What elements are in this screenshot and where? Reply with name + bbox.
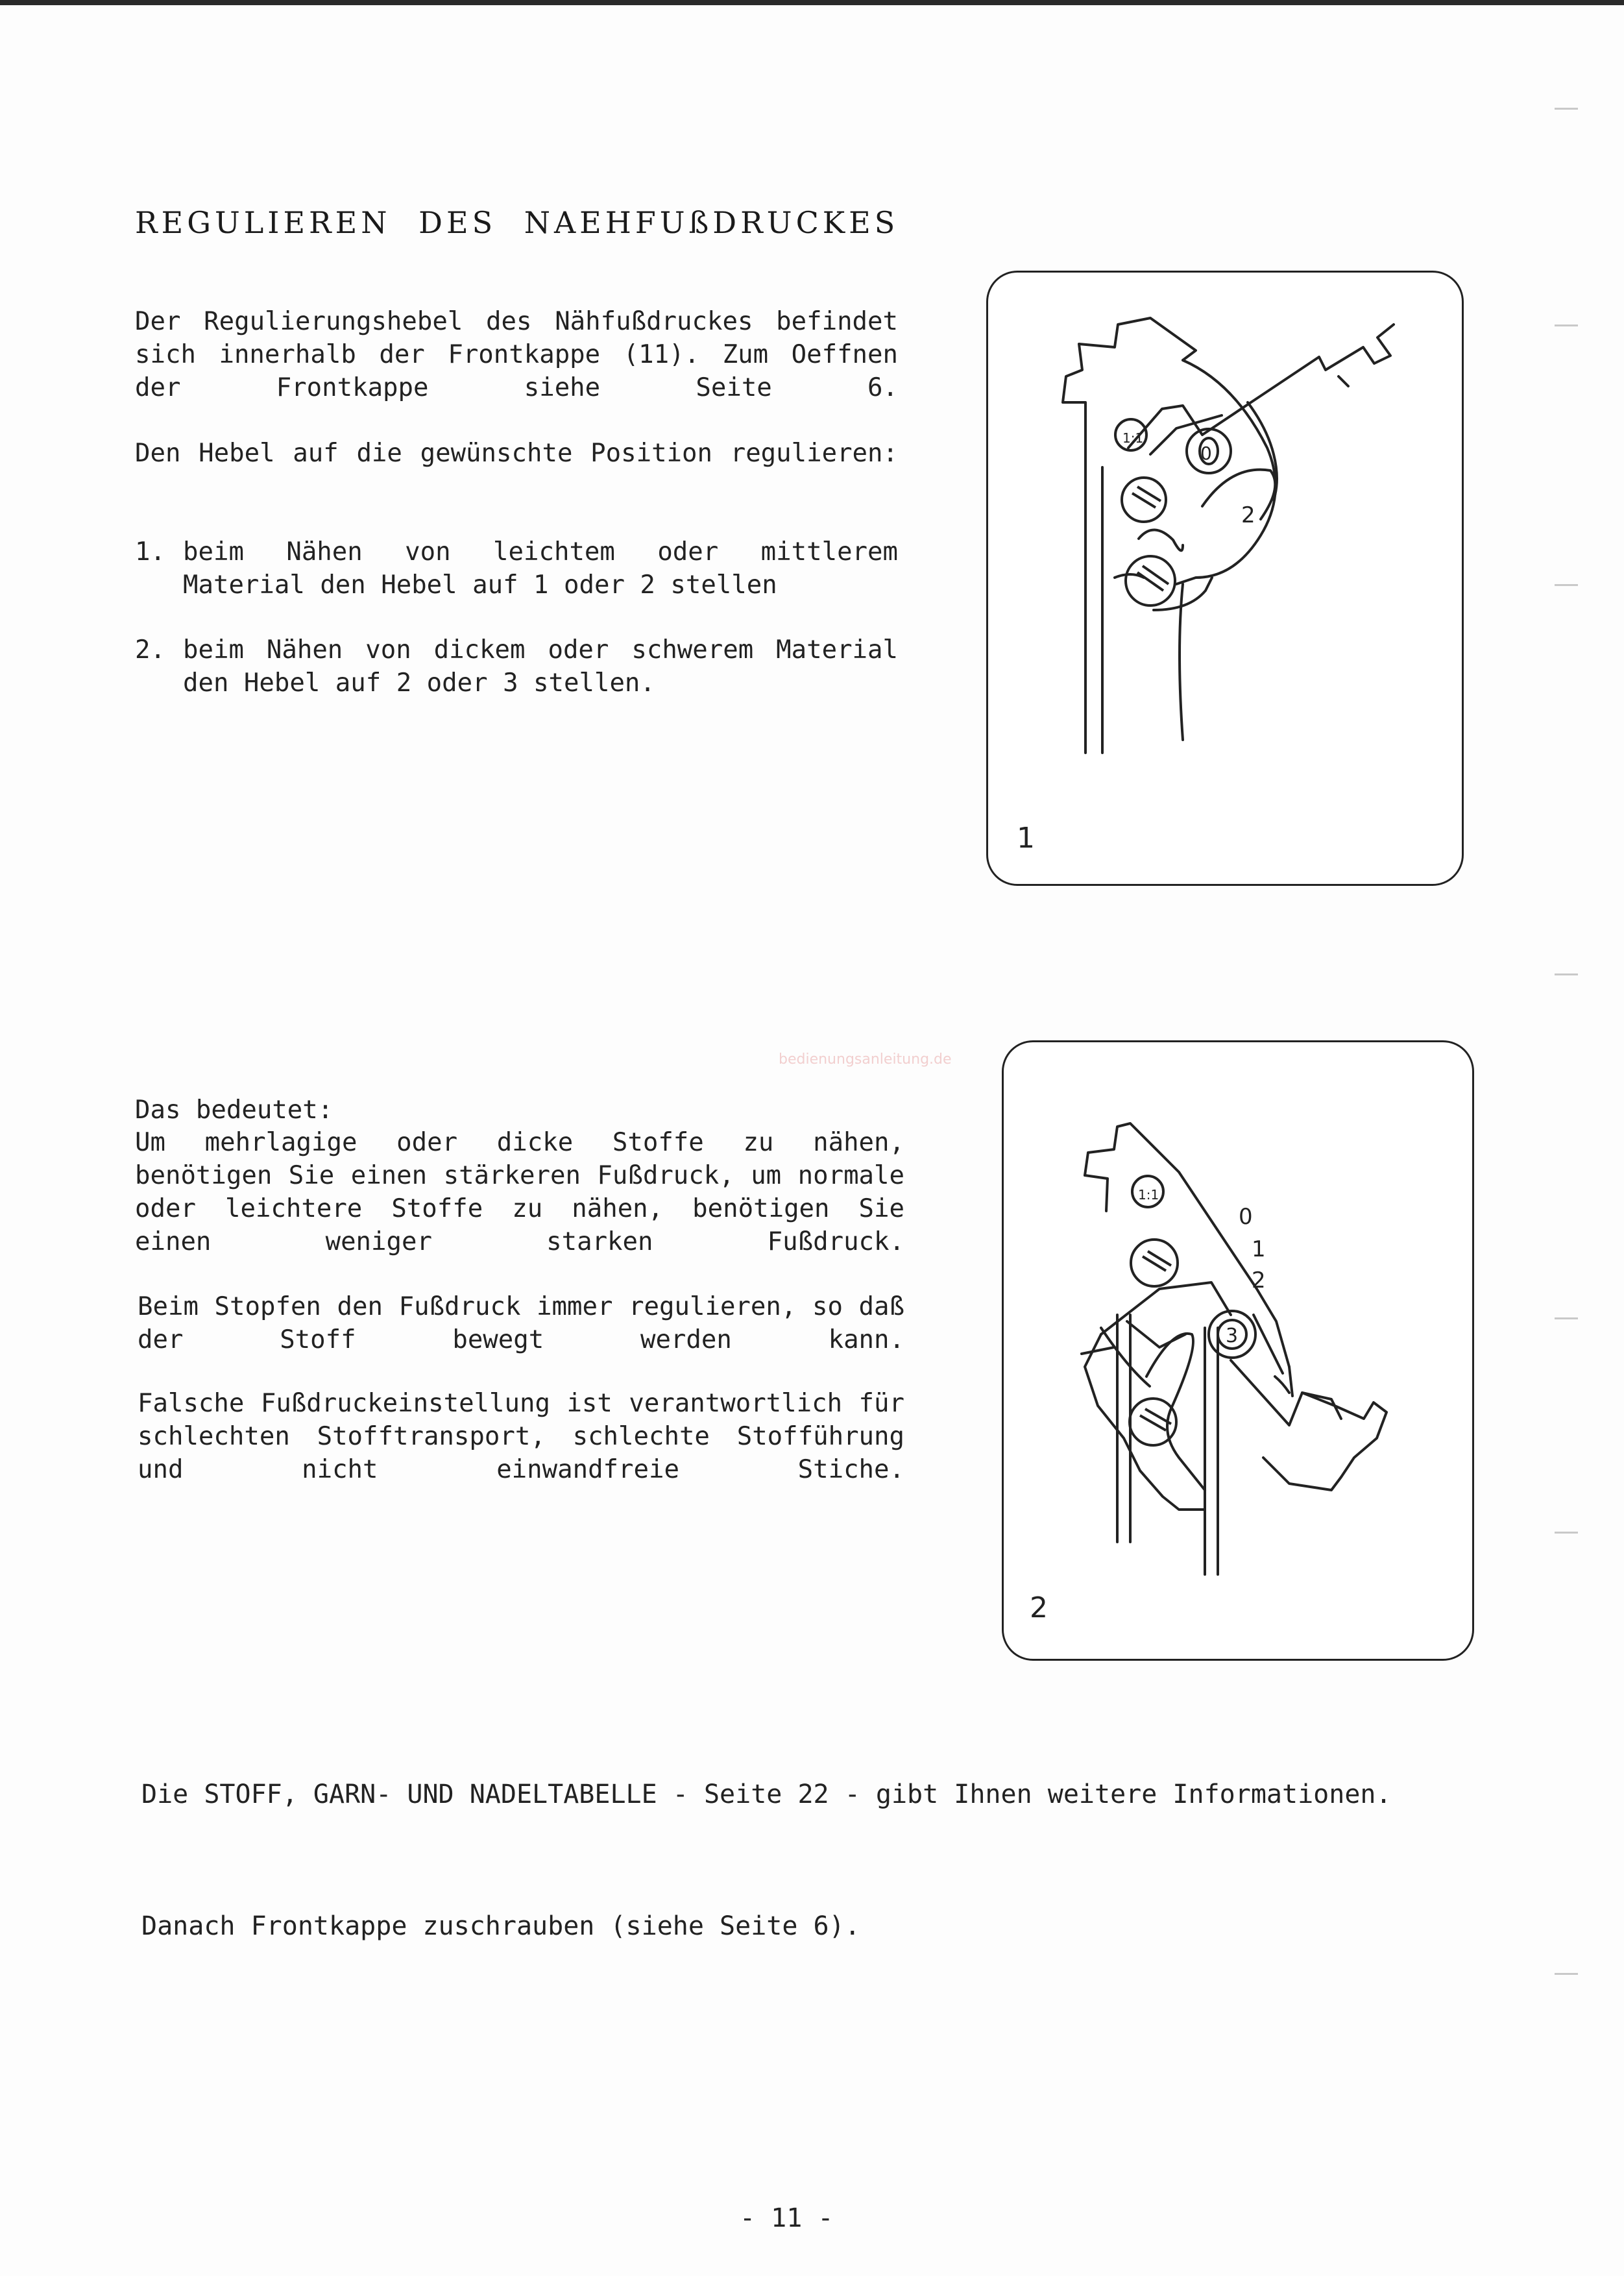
screw-mark: 1:1 — [1122, 430, 1144, 446]
edge-mark — [1555, 324, 1578, 326]
scale-mark-1: 1 — [1252, 1236, 1266, 1262]
step-text: beim Nähen von dickem oder schwerem Material den Hebel auf 2 oder 3 stellen. — [183, 635, 898, 698]
scale-mark-0: 0 — [1239, 1204, 1253, 1230]
edge-mark — [1555, 1317, 1578, 1319]
scale-mark-0: 0 — [1200, 443, 1212, 464]
meaning-title: Das bedeutet: — [135, 1095, 333, 1125]
edge-mark — [1555, 973, 1578, 975]
watermark-text: bedienungsanleitung.de — [779, 1051, 952, 1068]
step-number: 1. — [135, 537, 165, 567]
scale-mark-2: 2 — [1252, 1267, 1266, 1293]
instruction-paragraph: Den Hebel auf die gewünschte Position regulieren: — [135, 439, 898, 468]
figure-label: 2 — [1030, 1591, 1048, 1624]
intro-paragraph: Der Regulierungshebel des Nähfußdruckes befindet sich innerhalb der Frontkappe (11). Zum Oeffnen der Frontkappe siehe Seite 6. — [135, 307, 898, 402]
step-text: beim Nähen von leichtem oder mittlerem Material den Hebel auf 1 oder 2 stellen — [183, 537, 898, 600]
darning-paragraph: Beim Stopfen den Fußdruck immer regulieren, so daß der Stoff bewegt werden kann. — [138, 1292, 904, 1354]
meaning-paragraph: Um mehrlagige oder dicke Stoffe zu nähen, benötigen Sie einen stärkeren Fußdruck, um normale oder leichtere Stoffe zu nähen, benötigen Sie einen weniger starken Fußdruck. — [135, 1128, 904, 1256]
page-number: - 11 - — [740, 2203, 834, 2233]
closing-note: Danach Frontkappe zuschrauben (siehe Seite 6). — [141, 1911, 860, 1941]
top-border-line — [0, 0, 1624, 5]
list-item — [135, 535, 898, 602]
edge-mark — [1555, 108, 1578, 110]
scale-mark-3: 3 — [1226, 1325, 1239, 1347]
table-reference-note: Die STOFF, GARN- UND NADELTABELLE - Seite 22 - gibt Ihnen weitere Informationen. — [141, 1780, 1392, 1809]
screw-mark: 1:1 — [1138, 1187, 1159, 1203]
edge-mark — [1555, 1532, 1578, 1534]
edge-mark — [1555, 584, 1578, 586]
edge-mark — [1555, 1973, 1578, 1975]
figure-2-lever-illustration — [1002, 1040, 1474, 1661]
scale-mark-2: 2 — [1241, 502, 1255, 528]
warning-paragraph: Falsche Fußdruckeinstellung ist verantwortlich für schlechten Stofftransport, schlechte Stofführung und nicht einwandfreie Stiche. — [138, 1389, 904, 1484]
figure-label: 1 — [1017, 822, 1035, 855]
list-item — [135, 633, 898, 700]
page-title: REGULIEREN DES NAEHFUßDRUCKES — [135, 205, 899, 240]
presser-lever-drawing — [988, 273, 1466, 888]
step-number: 2. — [135, 635, 165, 665]
presser-lever-drawing — [1004, 1042, 1476, 1663]
figure-1-lever-illustration — [986, 271, 1464, 886]
